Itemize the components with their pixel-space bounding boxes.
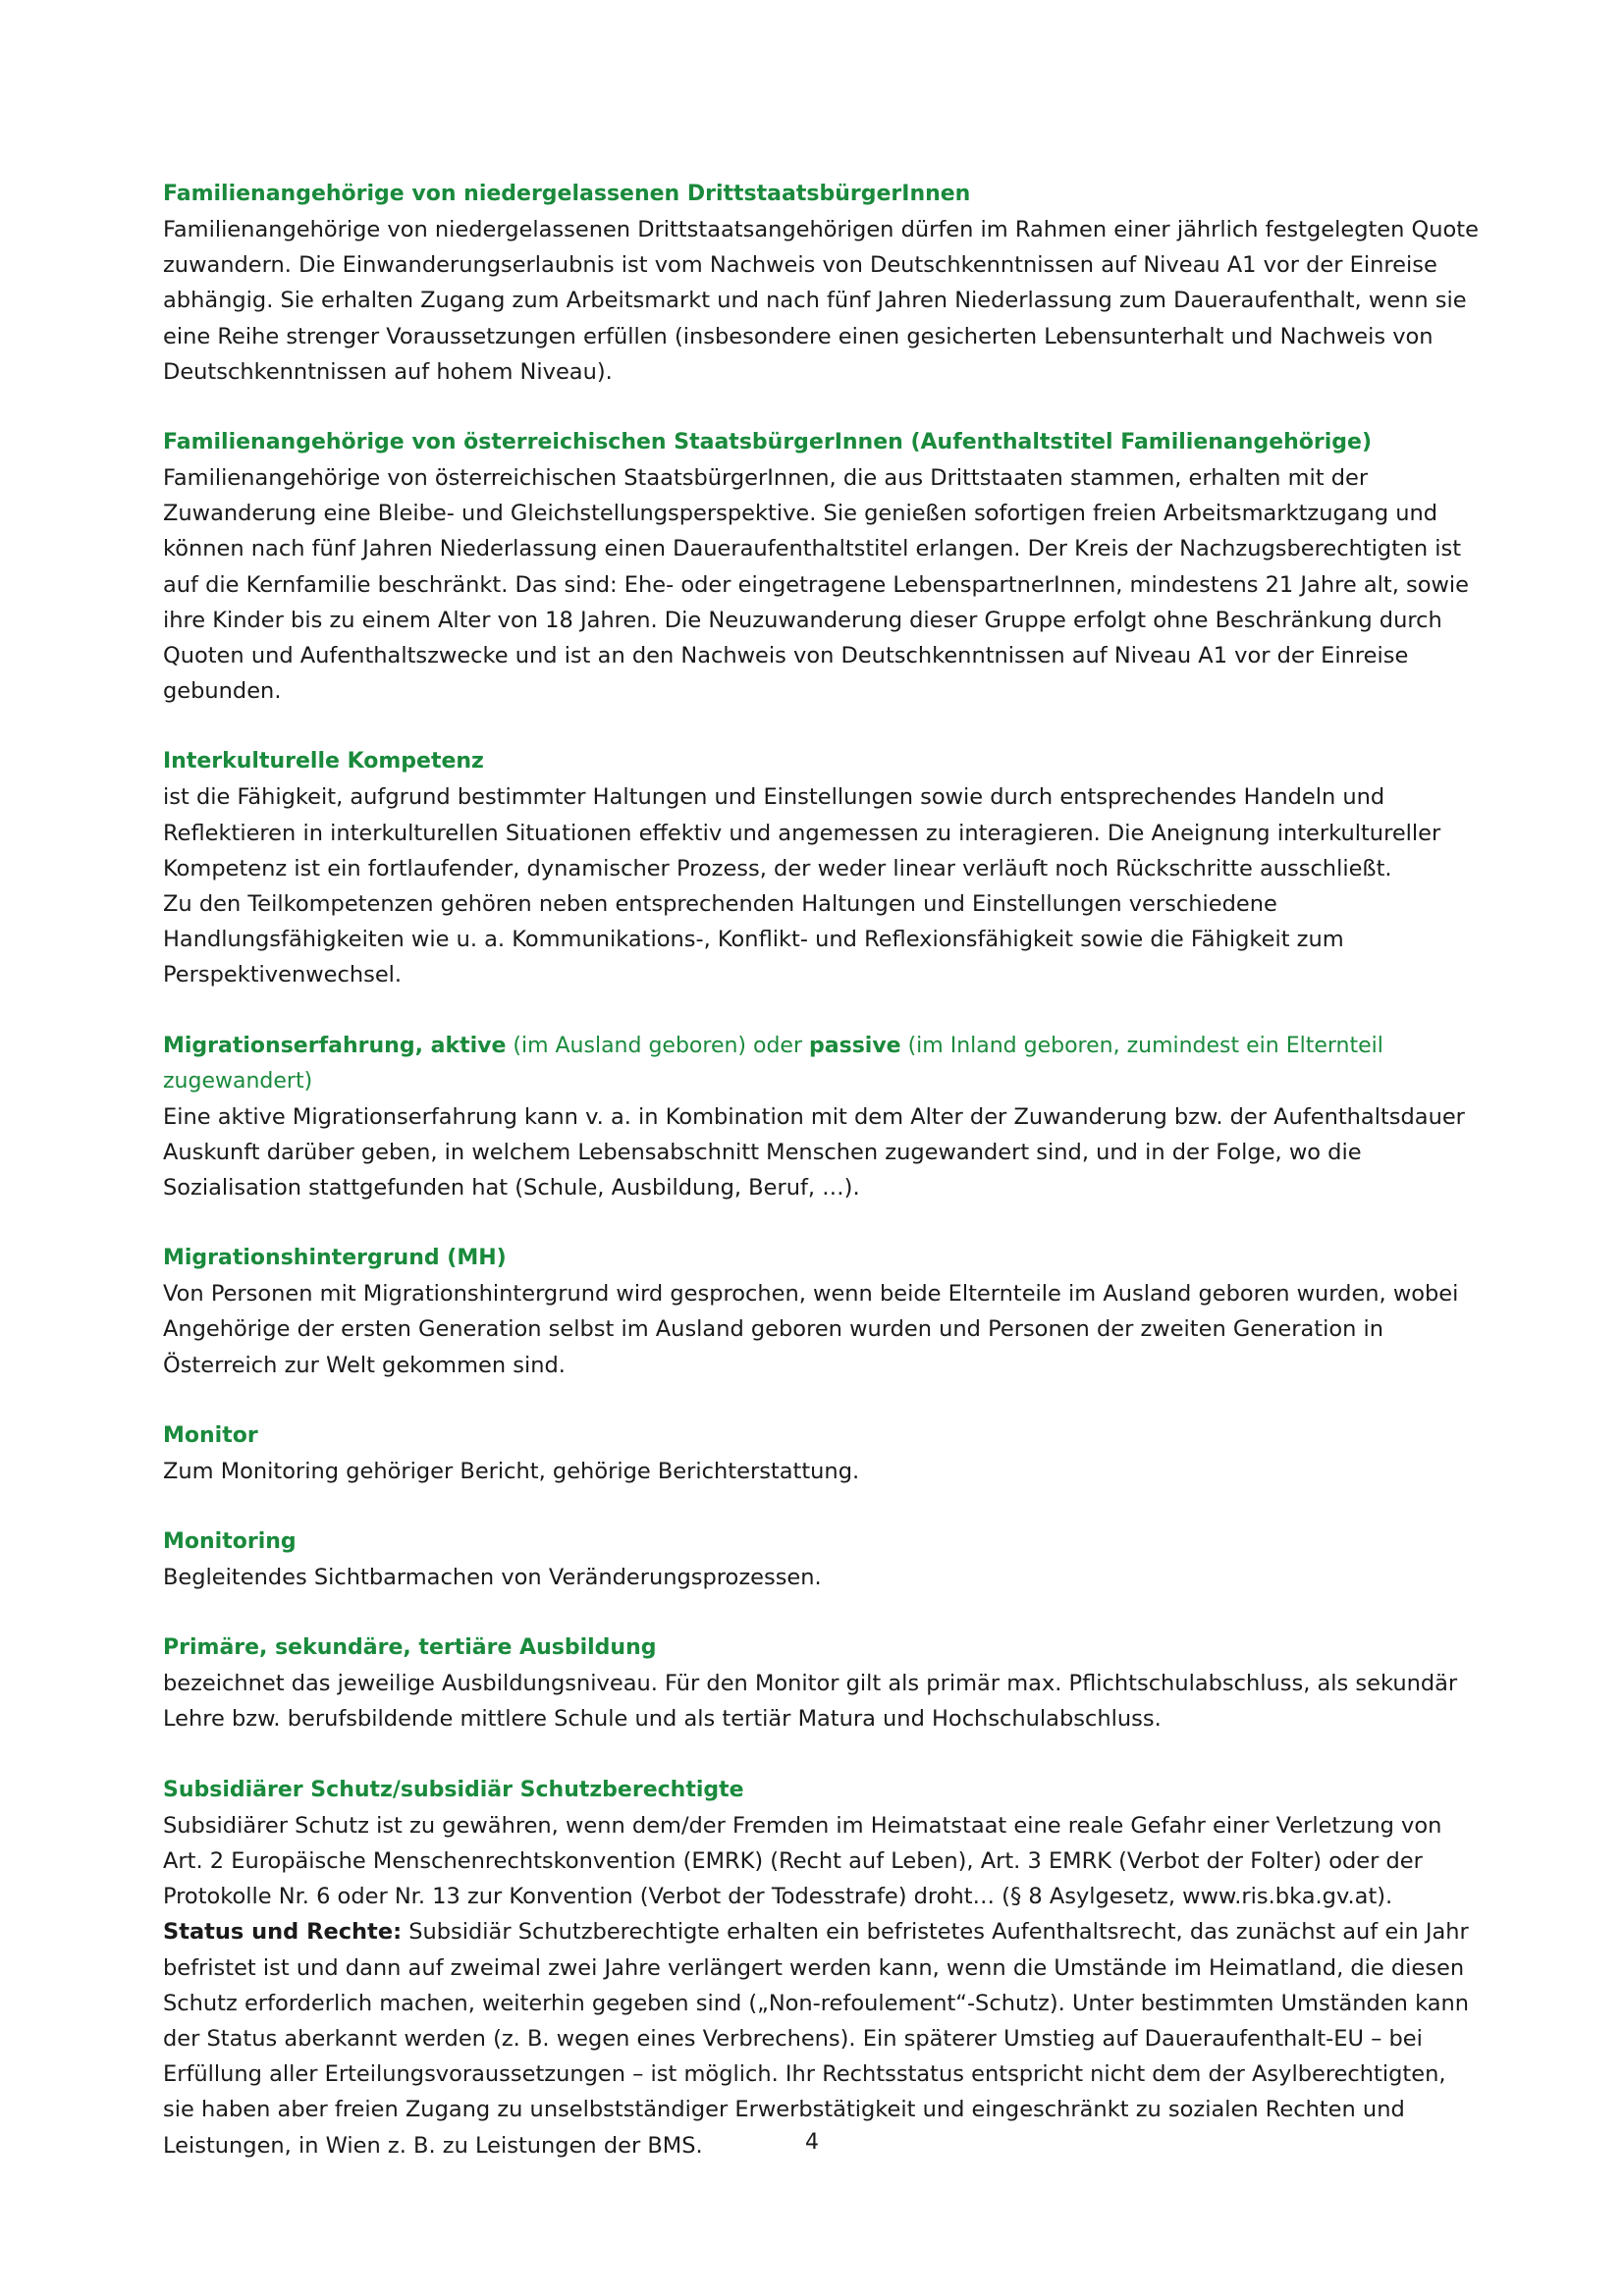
glossary-entry	[163, 1418, 1479, 1489]
glossary-term: Monitoring	[163, 1529, 297, 1555]
glossary-definition: Subsidiärer Schutz ist zu gewähren, wenn dem/der Fremden im Heimatstaat eine reale Gefahr einer Verletzung von Art. 2 Europäische Menschenrechtskonvention (EMRK) (Recht auf Leben), Art. 3 EMRK (Verbot der Folter) oder der Protokolle Nr. 6 oder Nr. 13 zur Konvention (Verbot der Todesstrafe) droht… (§ 8 Asylgesetz, www.ris.bka.gv.at).	[163, 1812, 1442, 1910]
term-note-passive: (im Inland geboren, zumindest ein Elternteil zugewandert)	[163, 1033, 1383, 1094]
glossary-definition: Zum Monitoring gehöriger Bericht, gehörige Berichterstattung.	[163, 1458, 860, 1484]
glossary-entry	[163, 177, 1479, 390]
glossary-definition: Familienangehörige von niedergelassenen Drittstaatsangehörigen dürfen im Rahmen einer jährlich festgelegten Quote zuwandern. Die Einwanderungserlaubnis ist vom Nachweis von Deutschkenntnissen auf Niveau A1 vor der Einreise abhängig. Sie erhalten Zugang zum Arbeitsmarkt und nach fünf Jahren Niederlassung zum Daueraufenthalt, wenn sie eine Reihe strenger Voraussetzungen erfüllen (insbesondere einen gesicherten Lebensunterhalt und Nachweis von Deutschkenntnissen auf hohem Niveau).	[163, 217, 1479, 385]
page-number: 4	[805, 2130, 819, 2155]
glossary-entry	[163, 1773, 1479, 2163]
term-bold-active: Migrationserfahrung, aktive	[163, 1033, 507, 1058]
glossary-definition: bezeichnet das jeweilige Ausbildungsniveau. Für den Monitor gilt als primär max. Pflichtschulabschluss, als sekundär Lehre bzw. berufsbildende mittlere Schule und als tertiär Matura und Hochschulabschluss.	[163, 1671, 1458, 1733]
glossary-entry	[163, 1630, 1479, 1736]
glossary-definition-continued	[163, 1914, 1479, 2163]
term-note-active: (im Ausland geboren) oder	[506, 1033, 809, 1058]
glossary-term	[163, 1029, 1479, 1099]
glossary-definition: Begleitendes Sichtbarmachen von Veränderungsprozessen.	[163, 1565, 822, 1591]
glossary-term: Migrationshintergrund (MH)	[163, 1246, 507, 1271]
glossary-entry	[163, 744, 1479, 992]
status-rights-text: Subsidiär Schutzberechtigte erhalten ein befristetes Aufenthaltsrecht, das zunächst auf ein Jahr befristet ist und dann auf zweimal zwei Jahre verlängert werden kann, wenn die Umstände im Heimatland, die diesen Schutz erforderlich machen, weiterhin gegeben sind („Non-refoulement“-Schutz). Unter bestimmten Umständen kann der Status aberkannt werden (z. B. wegen eines Verbrechens). Ein späterer Umstieg auf Daueraufenthalt-EU – bei Erfüllung aller Erteilungsvoraussetzungen – ist möglich. Ihr Rechtsstatus entspricht nicht dem der Asylberechtigten, sie haben aber freien Zugang zu unselbstständiger Erwerbstätigkeit und eingeschränkt zu sozialen Rechten und Leistungen, in Wien z. B. zu Leistungen der BMS.	[163, 1919, 1470, 2159]
glossary-entry	[163, 1029, 1479, 1206]
glossary-definition: Von Personen mit Migrationshintergrund wird gesprochen, wenn beide Elternteile im Ausland geboren wurden, wobei Angehörige der ersten Generation selbst im Ausland geboren wurden und Personen der zweiten Generation in Österreich zur Welt gekommen sind.	[163, 1281, 1459, 1378]
glossary-definition: ist die Fähigkeit, aufgrund bestimmter Haltungen und Einstellungen sowie durch entsprechendes Handeln und Reflektieren in interkulturellen Situationen effektiv und angemessen zu interagieren. Die Aneignung interkultureller Kompetenz ist ein fortlaufender, dynamischer Prozess, der weder linear verläuft noch Rückschritte ausschließt.	[163, 784, 1441, 881]
glossary-definition: Familienangehörige von österreichischen StaatsbürgerInnen, die aus Drittstaaten stammen, erhalten mit der Zuwanderung eine Bleibe- und Gleichstellungsperspektive. Sie genießen sofortigen freien Arbeitsmarktzugang und können nach fünf Jahren Niederlassung einen Daueraufenthaltstitel erlangen. Der Kreis der Nachzugsberechtigten ist auf die Kernfamilie beschränkt. Das sind: Ehe- oder eingetragene LebenspartnerInnen, mindestens 21 Jahre alt, sowie ihre Kinder bis zu einem Alter von 18 Jahren. Die Neuzuwanderung dieser Gruppe erfolgt ohne Beschränkung durch Quoten und Aufenthaltszwecke und ist an den Nachweis von Deutschkenntnissen auf Niveau A1 vor der Einreise gebunden.	[163, 465, 1469, 705]
status-rights-lead: Status und Rechte:	[163, 1919, 403, 1946]
glossary-entry	[163, 1241, 1479, 1383]
glossary-term: Subsidiärer Schutz/subsidiär Schutzberechtigte	[163, 1777, 744, 1802]
glossary-definition: Eine aktive Migrationserfahrung kann v. a. in Kombination mit dem Alter der Zuwanderung bzw. der Aufenthaltsdauer Auskunft darüber geben, in welchem Lebensabschnitt Menschen zugewandert sind, und in der Folge, wo die Sozialisation stattgefunden hat (Schule, Ausbildung, Beruf, …).	[163, 1103, 1465, 1201]
glossary-term: Monitor	[163, 1422, 258, 1448]
glossary-entry	[163, 1524, 1479, 1595]
glossary-term: Familienangehörige von niedergelassenen DrittstaatsbürgerInnen	[163, 182, 971, 206]
term-bold-passive: passive	[809, 1033, 901, 1058]
glossary-content	[163, 177, 1479, 2199]
glossary-term: Familienangehörige von österreichischen StaatsbürgerInnen (Aufenthaltstitel Familienangehörige)	[163, 430, 1373, 455]
glossary-definition-continued: Zu den Teilkompetenzen gehören neben entsprechenden Haltungen und Einstellungen verschiedene Handlungsfähigkeiten wie u. a. Kommunikations-, Konflikt- und Reflexionsfähigkeit sowie die Fähigkeit zum Perspektivenwechsel.	[163, 891, 1344, 988]
glossary-term: Interkulturelle Kompetenz	[163, 749, 484, 774]
glossary-term: Primäre, sekundäre, tertiäre Ausbildung	[163, 1635, 657, 1661]
glossary-entry	[163, 425, 1479, 709]
